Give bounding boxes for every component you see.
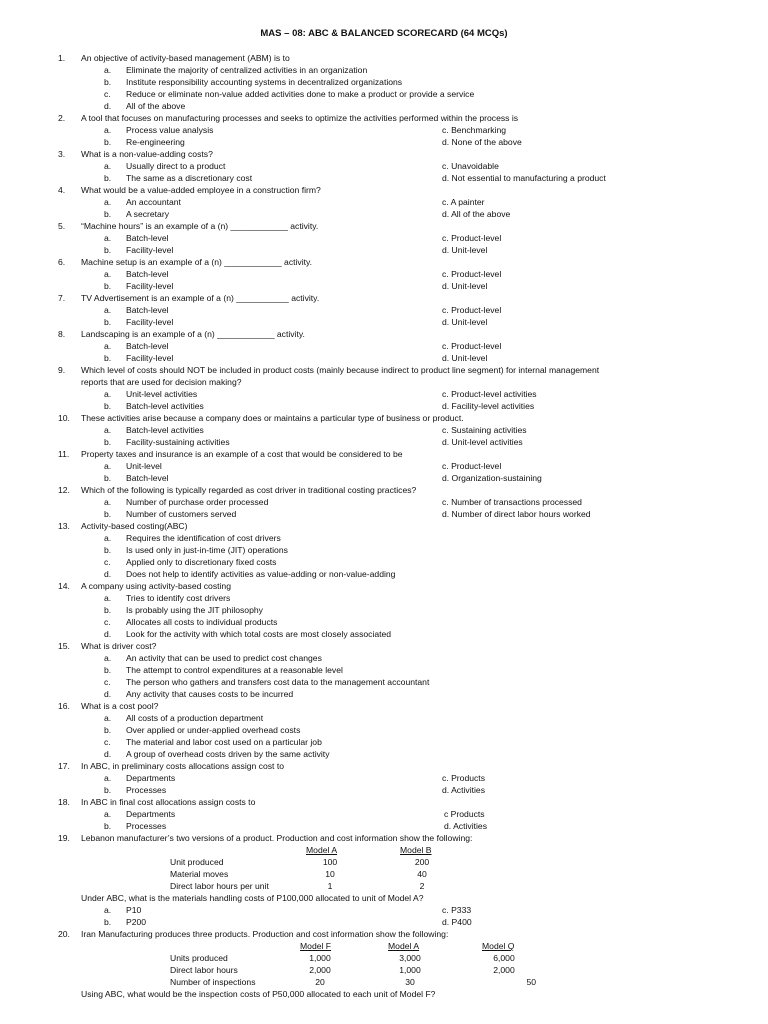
cell-model-b: 40	[417, 869, 427, 879]
option-text-right: c. P333	[442, 905, 472, 915]
option-text-right: d. Number of direct labor hours worked	[442, 509, 591, 519]
option-text-right: d. Organization-sustaining	[442, 473, 542, 483]
question-text: What is a non-value-adding costs?	[81, 149, 213, 159]
column-header-model-a: Model A	[388, 941, 420, 951]
option-text: All of the above	[126, 101, 186, 111]
question-text: What would be a value-added employee in a construction firm?	[81, 185, 321, 195]
question-number: 4.	[58, 185, 66, 195]
option-label: c.	[104, 557, 111, 567]
question-number: 2.	[58, 113, 66, 123]
question-number: 6.	[58, 257, 66, 267]
option-text-right: c. Products	[442, 773, 485, 783]
option-text: Re-engineering	[126, 137, 185, 147]
option-text: The attempt to control expenditures at a reasonable level	[126, 665, 343, 675]
question-number: 10.	[58, 413, 70, 423]
option-label: a.	[104, 653, 112, 663]
option-text: Eliminate the majority of centralized activities in an organization	[126, 65, 368, 75]
question-number: 19.	[58, 833, 70, 843]
option-row	[58, 172, 748, 184]
option-row	[58, 664, 748, 676]
question-text: Machine setup is an example of a (n) ____________ activity.	[81, 257, 313, 267]
question-8	[58, 328, 748, 340]
option-row	[58, 820, 748, 832]
question-text: Activity-based costing(ABC)	[81, 521, 188, 531]
option-row	[58, 904, 748, 916]
question-10	[58, 412, 748, 424]
question-7	[58, 292, 748, 304]
question-text: Property taxes and insurance is an example of a cost that would be considered to be	[81, 449, 403, 459]
option-text: P200	[126, 917, 147, 927]
option-label: b.	[104, 437, 112, 447]
option-label: d.	[104, 569, 112, 579]
question-text: In ABC, in preliminary costs allocations assign cost to	[81, 761, 284, 771]
option-text: Process value analysis	[126, 125, 214, 135]
option-row	[58, 628, 748, 640]
question-text: A tool that focuses on manufacturing processes and seeks to optimize the activities performed within the process is	[81, 113, 519, 123]
option-text-right: c. Sustaining activities	[442, 425, 527, 435]
option-row	[58, 688, 748, 700]
table-row	[58, 856, 748, 868]
option-text: Number of customers served	[126, 509, 237, 519]
option-text: Departments	[126, 773, 176, 783]
question-number: 5.	[58, 221, 66, 231]
table-header	[58, 940, 748, 952]
option-text: Usually direct to a product	[126, 161, 226, 171]
question-number: 3.	[58, 149, 66, 159]
option-row	[58, 232, 748, 244]
cell-model-a: 100	[322, 857, 338, 867]
row-label: Units produced	[170, 953, 228, 963]
option-row	[58, 88, 748, 100]
option-row	[58, 556, 748, 568]
option-text-right: c. Product-level	[442, 461, 502, 471]
option-row	[58, 592, 748, 604]
option-label: b.	[104, 245, 112, 255]
option-label: a.	[104, 809, 112, 819]
option-label: c.	[104, 89, 111, 99]
option-row	[58, 76, 748, 88]
table-row	[58, 976, 748, 988]
option-text: Tries to identify cost drivers	[126, 593, 231, 603]
question-11	[58, 448, 748, 460]
question-14	[58, 580, 748, 592]
question-text: TV Advertisement is an example of a (n) ___________ activity.	[81, 293, 320, 303]
question-text: Using ABC, what would be the inspection costs of P50,000 allocated to each unit of Model F?	[81, 989, 436, 999]
option-label: b.	[104, 725, 112, 735]
question-text: These activities arise because a company does or maintains a particular type of business or product.	[81, 413, 464, 423]
option-row	[58, 568, 748, 580]
question-12	[58, 484, 748, 496]
option-label: a.	[104, 905, 112, 915]
option-text-right: d. None of the above	[442, 137, 522, 147]
option-row	[58, 772, 748, 784]
option-row	[58, 460, 748, 472]
cell-model-b: 2	[419, 881, 425, 891]
option-text: Batch-level	[126, 233, 169, 243]
option-text-right: d. Unit-level	[442, 353, 488, 363]
option-label: a.	[104, 341, 112, 351]
cell-model-a: 30	[405, 977, 415, 987]
option-text-right: c. Product-level activities	[442, 389, 537, 399]
question-5	[58, 220, 748, 232]
option-label: c.	[104, 617, 111, 627]
question-9	[58, 364, 748, 376]
option-text-right: c. Unavoidable	[442, 161, 499, 171]
option-text: Processes	[126, 821, 167, 831]
option-text: Batch-level	[126, 341, 169, 351]
option-row	[58, 724, 748, 736]
option-label: b.	[104, 401, 112, 411]
cell-model-f: 2,000	[309, 965, 331, 975]
option-row	[58, 532, 748, 544]
row-label: Direct labor hours per unit	[170, 881, 269, 891]
cell-model-a: 1	[327, 881, 333, 891]
table-row	[58, 880, 748, 892]
option-text: P10	[126, 905, 142, 915]
option-text: The person who gathers and transfers cost data to the management accountant	[126, 677, 430, 687]
row-label: Direct labor hours	[170, 965, 238, 975]
question-number: 11.	[58, 449, 70, 459]
option-row	[58, 736, 748, 748]
option-row	[58, 64, 748, 76]
question-number: 1.	[58, 53, 66, 63]
option-text-right: d. Unit-level	[442, 281, 488, 291]
option-label: d.	[104, 629, 112, 639]
option-text-right: d. Unit-level activities	[442, 437, 523, 447]
question-6	[58, 256, 748, 268]
option-label: b.	[104, 665, 112, 675]
cell-model-f: 20	[315, 977, 325, 987]
question-20-prompt	[58, 988, 748, 1000]
question-text: Which level of costs should NOT be included in product costs (mainly because indirect to product line segment) for internal management	[81, 365, 600, 375]
question-text: Under ABC, what is the materials handling costs of P100,000 allocated to unit of Model A?	[81, 893, 424, 903]
question-number: 7.	[58, 293, 66, 303]
option-label: a.	[104, 197, 112, 207]
option-label: a.	[104, 389, 112, 399]
column-header-model-a: Model A	[306, 845, 338, 855]
cell-model-a: 10	[325, 869, 335, 879]
option-row	[58, 616, 748, 628]
option-label: b.	[104, 605, 112, 615]
option-text: Allocates all costs to individual products	[126, 617, 278, 627]
cell-model-a: 1,000	[399, 965, 421, 975]
option-text: Unit-level activities	[126, 389, 198, 399]
option-label: b.	[104, 317, 112, 327]
option-label: a.	[104, 125, 112, 135]
question-15	[58, 640, 748, 652]
option-label: a.	[104, 593, 112, 603]
question-17	[58, 760, 748, 772]
question-text: Iran Manufacturing produces three products. Production and cost information show the following:	[81, 929, 449, 939]
question-number: 12.	[58, 485, 70, 495]
row-label: Unit produced	[170, 857, 224, 867]
option-row	[58, 196, 748, 208]
option-text: Batch-level	[126, 305, 169, 315]
question-number: 13.	[58, 521, 70, 531]
option-text: Does not help to identify activities as value-adding or non-value-adding	[126, 569, 396, 579]
option-text: Look for the activity with which total costs are most closely associated	[126, 629, 392, 639]
question-list	[58, 52, 748, 1000]
question-20	[58, 928, 748, 940]
option-label: d.	[104, 101, 112, 111]
option-row	[58, 436, 748, 448]
option-text-right: d. Activities	[444, 821, 487, 831]
option-row	[58, 388, 748, 400]
question-text: In ABC in final cost allocations assign costs to	[81, 797, 256, 807]
cell-model-q: 2,000	[493, 965, 515, 975]
option-text-right: c. Product-level	[442, 269, 502, 279]
option-label: b.	[104, 509, 112, 519]
question-text: “Machine hours” is an example of a (n) ____________ activity.	[81, 221, 319, 231]
option-row	[58, 268, 748, 280]
option-text: Requires the identification of cost drivers	[126, 533, 281, 543]
question-4	[58, 184, 748, 196]
option-row	[58, 544, 748, 556]
option-label: c.	[104, 737, 111, 747]
option-label: b.	[104, 545, 112, 555]
option-label: b.	[104, 137, 112, 147]
option-row	[58, 472, 748, 484]
option-label: a.	[104, 497, 112, 507]
table-row	[58, 952, 748, 964]
option-label: b.	[104, 77, 112, 87]
question-3	[58, 148, 748, 160]
table-header	[58, 844, 748, 856]
option-text: An accountant	[126, 197, 181, 207]
option-text: Facility-level	[126, 281, 174, 291]
page-title: MAS – 08: ABC & BALANCED SCORECARD (64 MCQs)	[260, 28, 508, 39]
question-19	[58, 832, 748, 844]
option-text-right: c. Number of transactions processed	[442, 497, 582, 507]
option-text-right: c. Product-level	[442, 233, 502, 243]
option-label: a.	[104, 305, 112, 315]
option-row	[58, 652, 748, 664]
option-text: Facility-level	[126, 317, 174, 327]
option-text: Batch-level activities	[126, 425, 204, 435]
option-row	[58, 340, 748, 352]
option-text-right: d. All of the above	[442, 209, 511, 219]
option-text: Batch-level	[126, 473, 169, 483]
option-label: b.	[104, 785, 112, 795]
option-text: An activity that can be used to predict cost changes	[126, 653, 322, 663]
question-9-continued	[58, 376, 748, 388]
option-text-right: d. Not essential to manufacturing a product	[442, 173, 606, 183]
option-label: a.	[104, 713, 112, 723]
row-label: Material moves	[170, 869, 229, 879]
question-text: Landscaping is an example of a (n) ____________ activity.	[81, 329, 305, 339]
option-text: A secretary	[126, 209, 169, 219]
cell-model-b: 200	[414, 857, 430, 867]
option-row	[58, 676, 748, 688]
option-row	[58, 280, 748, 292]
option-label: b.	[104, 473, 112, 483]
question-text: What is driver cost?	[81, 641, 157, 651]
question-number: 16.	[58, 701, 70, 711]
option-text: Applied only to discretionary fixed costs	[126, 557, 277, 567]
column-header-model-q: Model Q	[482, 941, 515, 951]
option-text: The same as a discretionary cost	[126, 173, 253, 183]
option-label: b.	[104, 281, 112, 291]
question-text: Lebanon manufacturer’s two versions of a product. Production and cost information show the following:	[81, 833, 473, 843]
option-row	[58, 160, 748, 172]
option-row	[58, 916, 748, 928]
option-label: b.	[104, 917, 112, 927]
question-text: An objective of activity-based management (ABM) is to	[81, 53, 290, 63]
question-19-prompt	[58, 892, 748, 904]
table-row	[58, 868, 748, 880]
option-label: a.	[104, 233, 112, 243]
option-label: a.	[104, 773, 112, 783]
option-row	[58, 316, 748, 328]
column-header-model-b: Model B	[400, 845, 432, 855]
option-text-right: c. Product-level	[442, 305, 502, 315]
option-row	[58, 244, 748, 256]
option-text: Is used only in just-in-time (JIT) operations	[126, 545, 288, 555]
option-row	[58, 304, 748, 316]
option-text: A group of overhead costs driven by the same activity	[126, 749, 330, 759]
option-row	[58, 748, 748, 760]
option-text: Over applied or under-applied overhead costs	[126, 725, 301, 735]
cell-model-a: 3,000	[399, 953, 421, 963]
option-text: All costs of a production department	[126, 713, 264, 723]
question-text: A company using activity-based costing	[81, 581, 231, 591]
question-13	[58, 520, 748, 532]
table-row	[58, 964, 748, 976]
option-label: d.	[104, 689, 112, 699]
option-text: Any activity that causes costs to be incurred	[126, 689, 294, 699]
option-text: Facility-sustaining activities	[126, 437, 230, 447]
option-row	[58, 100, 748, 112]
option-text-right: c. Benchmarking	[442, 125, 507, 135]
question-number: 9.	[58, 365, 66, 375]
option-text-right: c. A painter	[442, 197, 485, 207]
option-row	[58, 508, 748, 520]
option-text-right: d. P400	[442, 917, 472, 927]
cell-model-f: 1,000	[309, 953, 331, 963]
option-label: b.	[104, 821, 112, 831]
question-18	[58, 796, 748, 808]
option-text: Facility-level	[126, 245, 174, 255]
option-text-right: c Products	[444, 809, 485, 819]
option-row	[58, 424, 748, 436]
option-row	[58, 808, 748, 820]
option-label: a.	[104, 65, 112, 75]
option-text: Unit-level	[126, 461, 162, 471]
option-row	[58, 136, 748, 148]
option-text: Reduce or eliminate non-value added activities done to make a product or provide a service	[126, 89, 475, 99]
option-label: a.	[104, 425, 112, 435]
option-row	[58, 352, 748, 364]
option-text: Departments	[126, 809, 176, 819]
option-row	[58, 496, 748, 508]
option-label: a.	[104, 269, 112, 279]
question-text: Which of the following is typically regarded as cost driver in traditional costing practices?	[81, 485, 417, 495]
option-text-right: d. Activities	[442, 785, 485, 795]
option-label: a.	[104, 161, 112, 171]
option-row	[58, 208, 748, 220]
option-label: b.	[104, 353, 112, 363]
option-label: a.	[104, 533, 112, 543]
option-row	[58, 604, 748, 616]
question-number: 18.	[58, 797, 70, 807]
option-label: a.	[104, 461, 112, 471]
question-text: What is a cost pool?	[81, 701, 159, 711]
cell-model-q: 50	[526, 977, 536, 987]
option-row	[58, 712, 748, 724]
question-number: 8.	[58, 329, 66, 339]
option-text: The material and labor cost used on a particular job	[126, 737, 322, 747]
option-text: Number of purchase order processed	[126, 497, 269, 507]
option-text: Batch-level	[126, 269, 169, 279]
option-text-right: d. Unit-level	[442, 245, 488, 255]
option-text: Facility-level	[126, 353, 174, 363]
option-text: Batch-level activities	[126, 401, 204, 411]
row-label: Number of inspections	[170, 977, 256, 987]
question-number: 15.	[58, 641, 70, 651]
option-row	[58, 124, 748, 136]
column-header-model-f: Model F	[300, 941, 332, 951]
option-text: Is probably using the JIT philosophy	[126, 605, 263, 615]
option-label: b.	[104, 173, 112, 183]
option-label: b.	[104, 209, 112, 219]
cell-model-q: 6,000	[493, 953, 515, 963]
question-number: 20.	[58, 929, 70, 939]
option-label: c.	[104, 677, 111, 687]
option-row	[58, 784, 748, 796]
question-2	[58, 112, 748, 124]
question-number: 14.	[58, 581, 70, 591]
question-1	[58, 52, 748, 64]
question-text: reports that are used for decision making?	[81, 377, 242, 387]
question-16	[58, 700, 748, 712]
option-text-right: d. Facility-level activities	[442, 401, 535, 411]
option-text-right: d. Unit-level	[442, 317, 488, 327]
question-number: 17.	[58, 761, 70, 771]
option-text-right: c. Product-level	[442, 341, 502, 351]
option-label: d.	[104, 749, 112, 759]
option-text: Processes	[126, 785, 167, 795]
option-text: Institute responsibility accounting systems in decentralized organizations	[126, 77, 403, 87]
option-row	[58, 400, 748, 412]
